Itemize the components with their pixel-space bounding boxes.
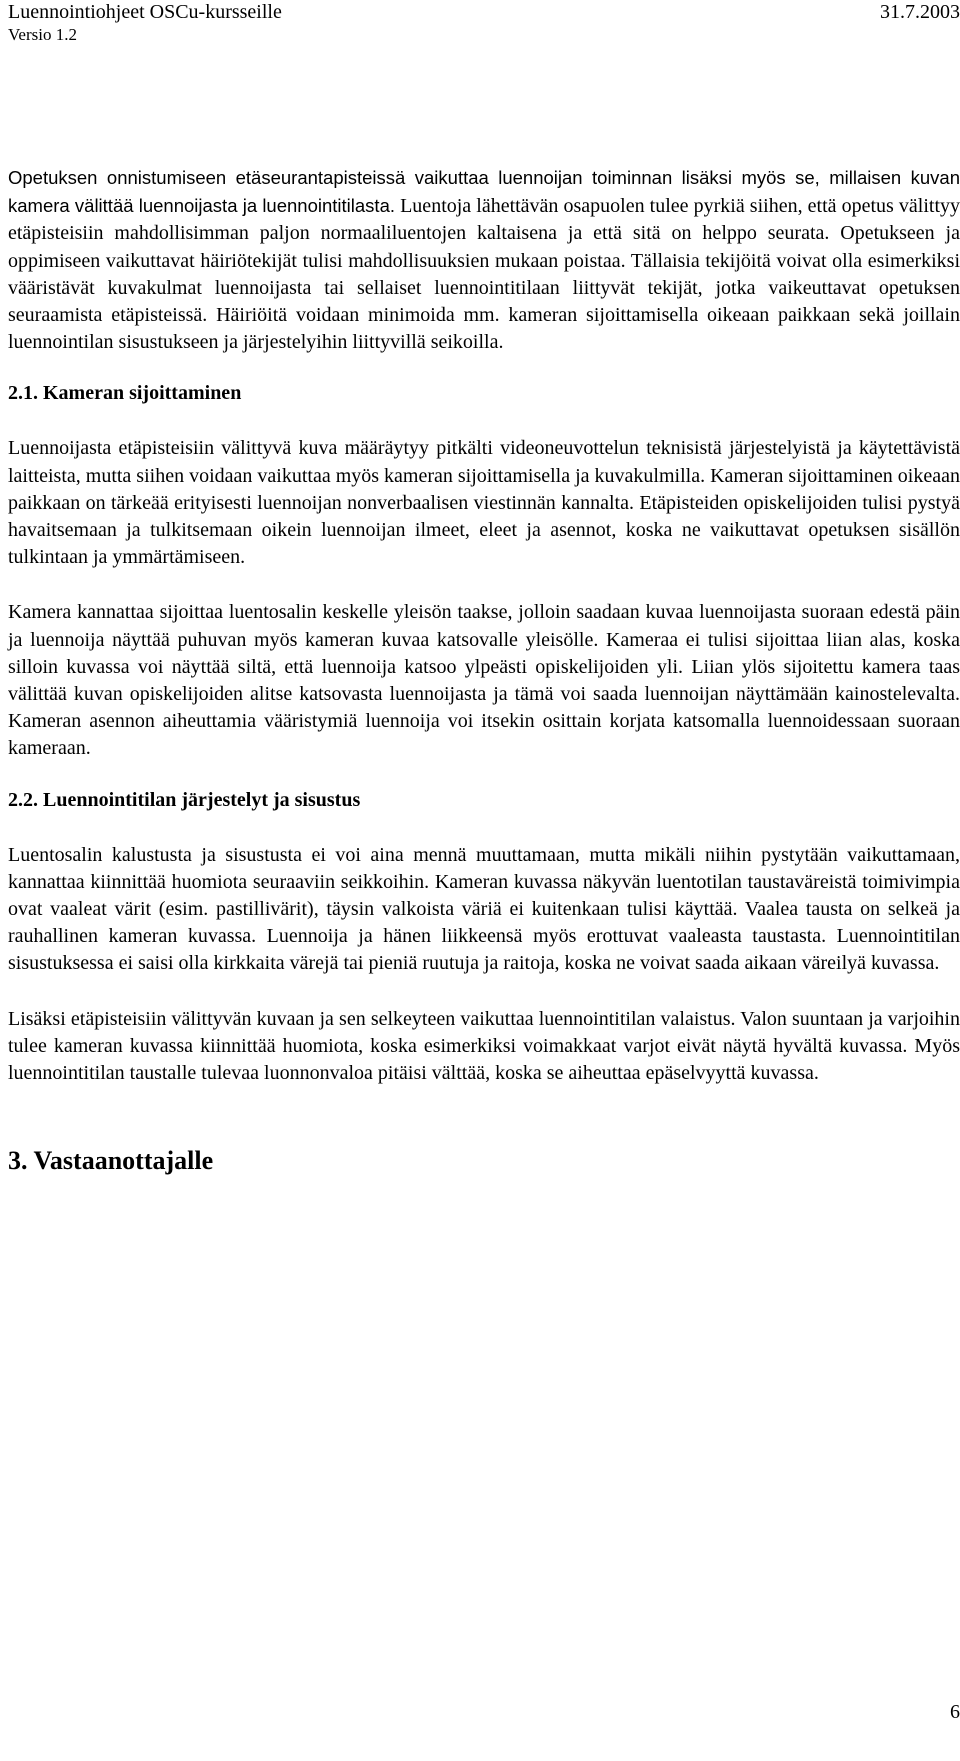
page-number: 6 [950,1701,960,1723]
paragraph-lighting: Lisäksi etäpisteisiin välittyvän kuvaan ja sen selkeyteen vaikuttaa luennointitilan valaistus. Valon suuntaan ja varjoihin tulee kameran kuvassa kiinnittää huomiota, koska esimerkiksi voimakkaat varjot eivät näytä hyvältä kuvassa. Myös luennointitilan taustalle tulevaa luonnonvaloa pitäisi välttää, koska se aiheuttaa epäselvyyttä kuvassa. [8,1007,960,1085]
document-version: Versio 1.2 [8,25,77,44]
paragraph-camera-position: Kamera kannattaa sijoittaa luentosalin keskelle yleisön taakse, jolloin saadaan kuvaa luennoijasta suoraan edestä päin ja luennoija näyttää puhuvan myös kameran kuvaa katsovalle yleisölle. Kameraa ei tulisi sijoittaa liian alas, koska silloin kuvassa voi näyttää siltä, että luennoija katsoo ylpeästi opiskelijoiden yli. Liian ylös sijoitettu kamera taas välittää kuvan opiskelijoiden alitse katsovasta luennoijasta ja tämä voi saada luennoijan näyttämään kainostelevalta. Kameran asennon aiheuttamia vääristymiä luennoija voi itsekin osittain korjata katsomalla luennoidessaan suoraan kameraan. [8,601,960,760]
document-date: 31.7.2003 [880,1,960,23]
section-heading-3: 3. Vastaanottajalle [8,1146,214,1176]
section-heading-2-2: 2.2. Luennointitilan järjestelyt ja sisustus [8,788,361,811]
paragraph-intro [8,164,960,356]
document-title: Luennointiohjeet OSCu-kursseille [8,1,282,23]
paragraph-camera-placement: Luennoijasta etäpisteisiin välittyvä kuva määräytyy pitkälti videoneuvottelun teknisistä järjestelyistä ja käytettävistä laitteista, mutta siihen voidaan vaikuttaa myös kameran sijoittamisella ja kuvakulmilla. Kameran sijoittaminen oikeaan paikkaan on tärkeää erityisesti luennoijan nonverbaalisen viestinnän kannalta. Etäpisteiden opiskelijoiden tulisi pystyä havaitsemaan ja tulkitsemaan oikein luennoijan ilmeet, eleet ja asennot, koska ne vaikuttavat opetuksen sisällön tulkintaan ja ymmärtämiseen. [8,437,960,569]
page-header [8,0,960,52]
paragraph-intro-part-c: Tällaisia tekijöitä voivat olla esimerkiksi vääristävät kuvakulmat luennoijasta tai sellaiset luennointitilaan liittyvät tekijät, jotka vaikeuttavat opetuksen seuraamista etäpisteissä. Häiriöitä voidaan minimoida mm. kameran sijoittamisella oikeaan paikkaan sekä joillain luennointilan sisustukseen ja järjestelyihin liittyvillä seikoilla. [8,249,960,354]
document-body [8,164,960,1177]
paragraph-room-arrangements: Luentosalin kalustusta ja sisustusta ei voi aina mennä muuttamaan, mutta mikäli niihin pystytään vaikuttamaan, kannattaa kiinnittää huomiota seuraaviin seikkoihin. Kameran kuvassa näkyvän luentotilan taustaväreistä toimivimpia ovat vaaleat värit (esim. pastillivärit), täysin valkoista väriä ei kuitenkaan tulisi käyttää. Vaalea tausta on selkeä ja rauhallinen kameran kuvassa. Luennoija ja hänen liikkeensä myös erottuvat vaaleasta taustasta. Luennointitilan sisustuksessa ei saisi olla kirkkaita värejä tai pieniä ruutuja ja raitoja, koska ne voivat saada aikaan väreilyä kuvassa. [8,843,960,975]
paragraph-intro-part-a: Opetuksen onnistumiseen etäseurantapisteissä vaikuttaa luennoijan toiminnan lisäksi myös se, millaisen kuvan kamera välittää luennoijasta ja luennointitilasta. [8,167,960,217]
section-heading-2-1: 2.1. Kameran sijoittaminen [8,382,242,405]
paragraph-intro-part-b: Luentoja lähettävän osapuolen tulee pyrkiä siihen, että opetus välittyy etäpisteisiin mahdollisimman paljon normaaliluentojen kaltaisena ja että sitä on helppo seurata. Opetukseen ja oppimiseen vaikuttavat häiriötekijät tulisi mahdollisuuksien mukaan poistaa. [8,195,960,272]
